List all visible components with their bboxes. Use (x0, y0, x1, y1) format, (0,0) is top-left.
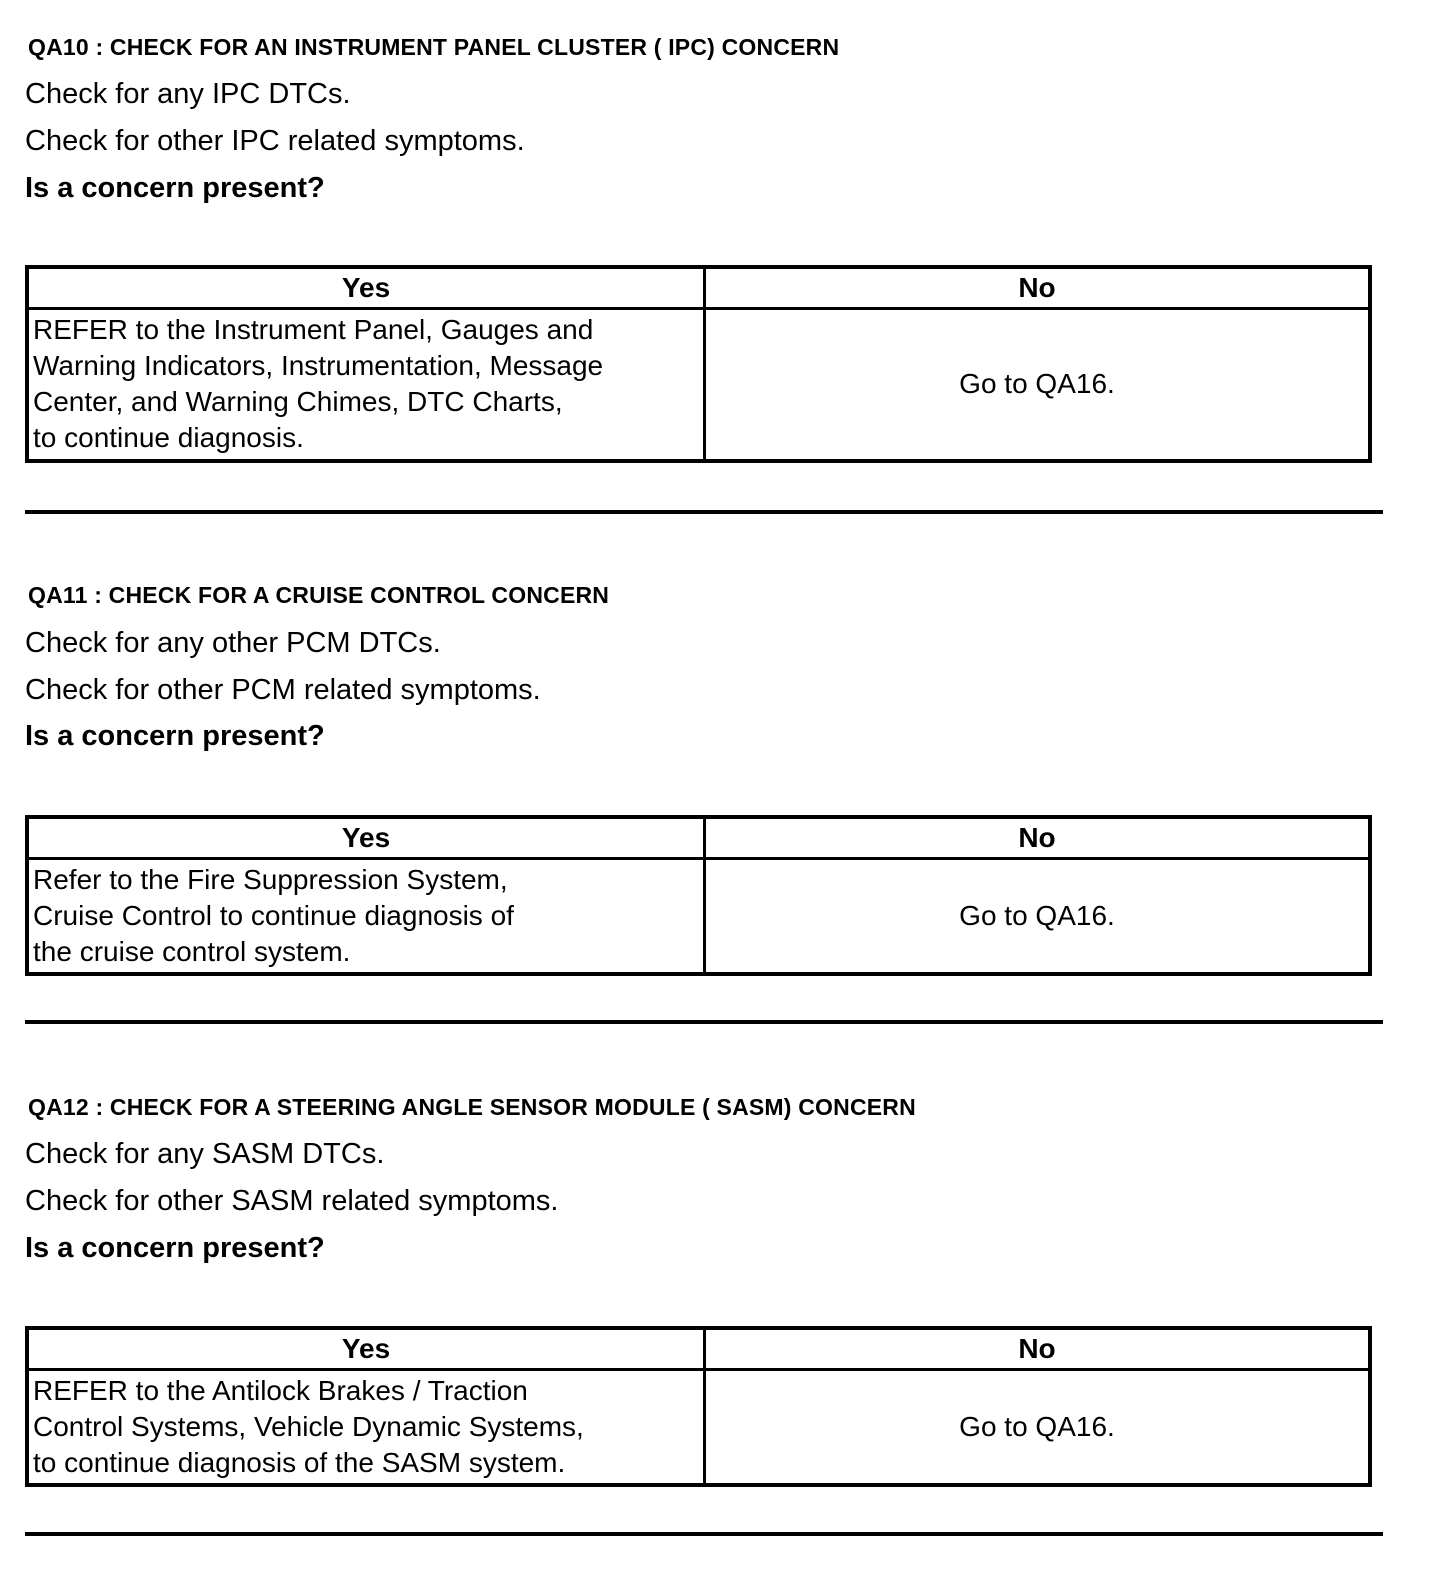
instruction-line: Check for any other PCM DTCs. (25, 627, 441, 659)
yes-text-line: Control Systems, Vehicle Dynamic Systems, (33, 1411, 584, 1442)
question: Is a concern present? (25, 1232, 325, 1264)
yes-header: Yes (27, 817, 705, 859)
no-header: No (705, 267, 1371, 309)
yes-text-line: to continue diagnosis of the SASM system. (33, 1447, 566, 1478)
section-divider (25, 1020, 1383, 1024)
instruction-line: Check for other IPC related symptoms. (25, 125, 525, 157)
section-title: QA10 : CHECK FOR AN INSTRUMENT PANEL CLUSTER ( IPC) CONCERN (28, 34, 840, 60)
yes-no-table (25, 265, 1372, 463)
instruction-line: Check for other SASM related symptoms. (25, 1185, 559, 1217)
yes-text-line: Center, and Warning Chimes, DTC Charts, (33, 386, 563, 417)
yes-header: Yes (27, 267, 705, 309)
yes-text-line: the cruise control system. (33, 936, 351, 967)
question: Is a concern present? (25, 172, 325, 204)
yes-text-line: REFER to the Antilock Brakes / Traction (33, 1375, 528, 1406)
yes-cell (27, 859, 705, 975)
section-title: QA12 : CHECK FOR A STEERING ANGLE SENSOR MODULE ( SASM) CONCERN (28, 1094, 916, 1120)
yes-text-line: REFER to the Instrument Panel, Gauges and (33, 314, 594, 345)
question: Is a concern present? (25, 720, 325, 752)
yes-cell (27, 309, 705, 461)
no-header: No (705, 1328, 1371, 1370)
yes-no-table (25, 1326, 1372, 1487)
yes-no-table (25, 815, 1372, 976)
instruction-line: Check for other PCM related symptoms. (25, 674, 541, 706)
instruction-line: Check for any IPC DTCs. (25, 78, 351, 110)
yes-cell (27, 1370, 705, 1486)
yes-header: Yes (27, 1328, 705, 1370)
section-divider (25, 1532, 1383, 1536)
no-cell: Go to QA16. (705, 859, 1371, 975)
section-divider (25, 510, 1383, 514)
section-title: QA11 : CHECK FOR A CRUISE CONTROL CONCERN (28, 582, 610, 608)
yes-text-line: Refer to the Fire Suppression System, (33, 864, 508, 895)
instruction-line: Check for any SASM DTCs. (25, 1138, 385, 1170)
yes-text-line: Cruise Control to continue diagnosis of (33, 900, 514, 931)
no-header: No (705, 817, 1371, 859)
yes-text-line: to continue diagnosis. (33, 422, 304, 453)
no-cell: Go to QA16. (705, 309, 1371, 461)
no-cell: Go to QA16. (705, 1370, 1371, 1486)
yes-text-line: Warning Indicators, Instrumentation, Message (33, 350, 604, 381)
